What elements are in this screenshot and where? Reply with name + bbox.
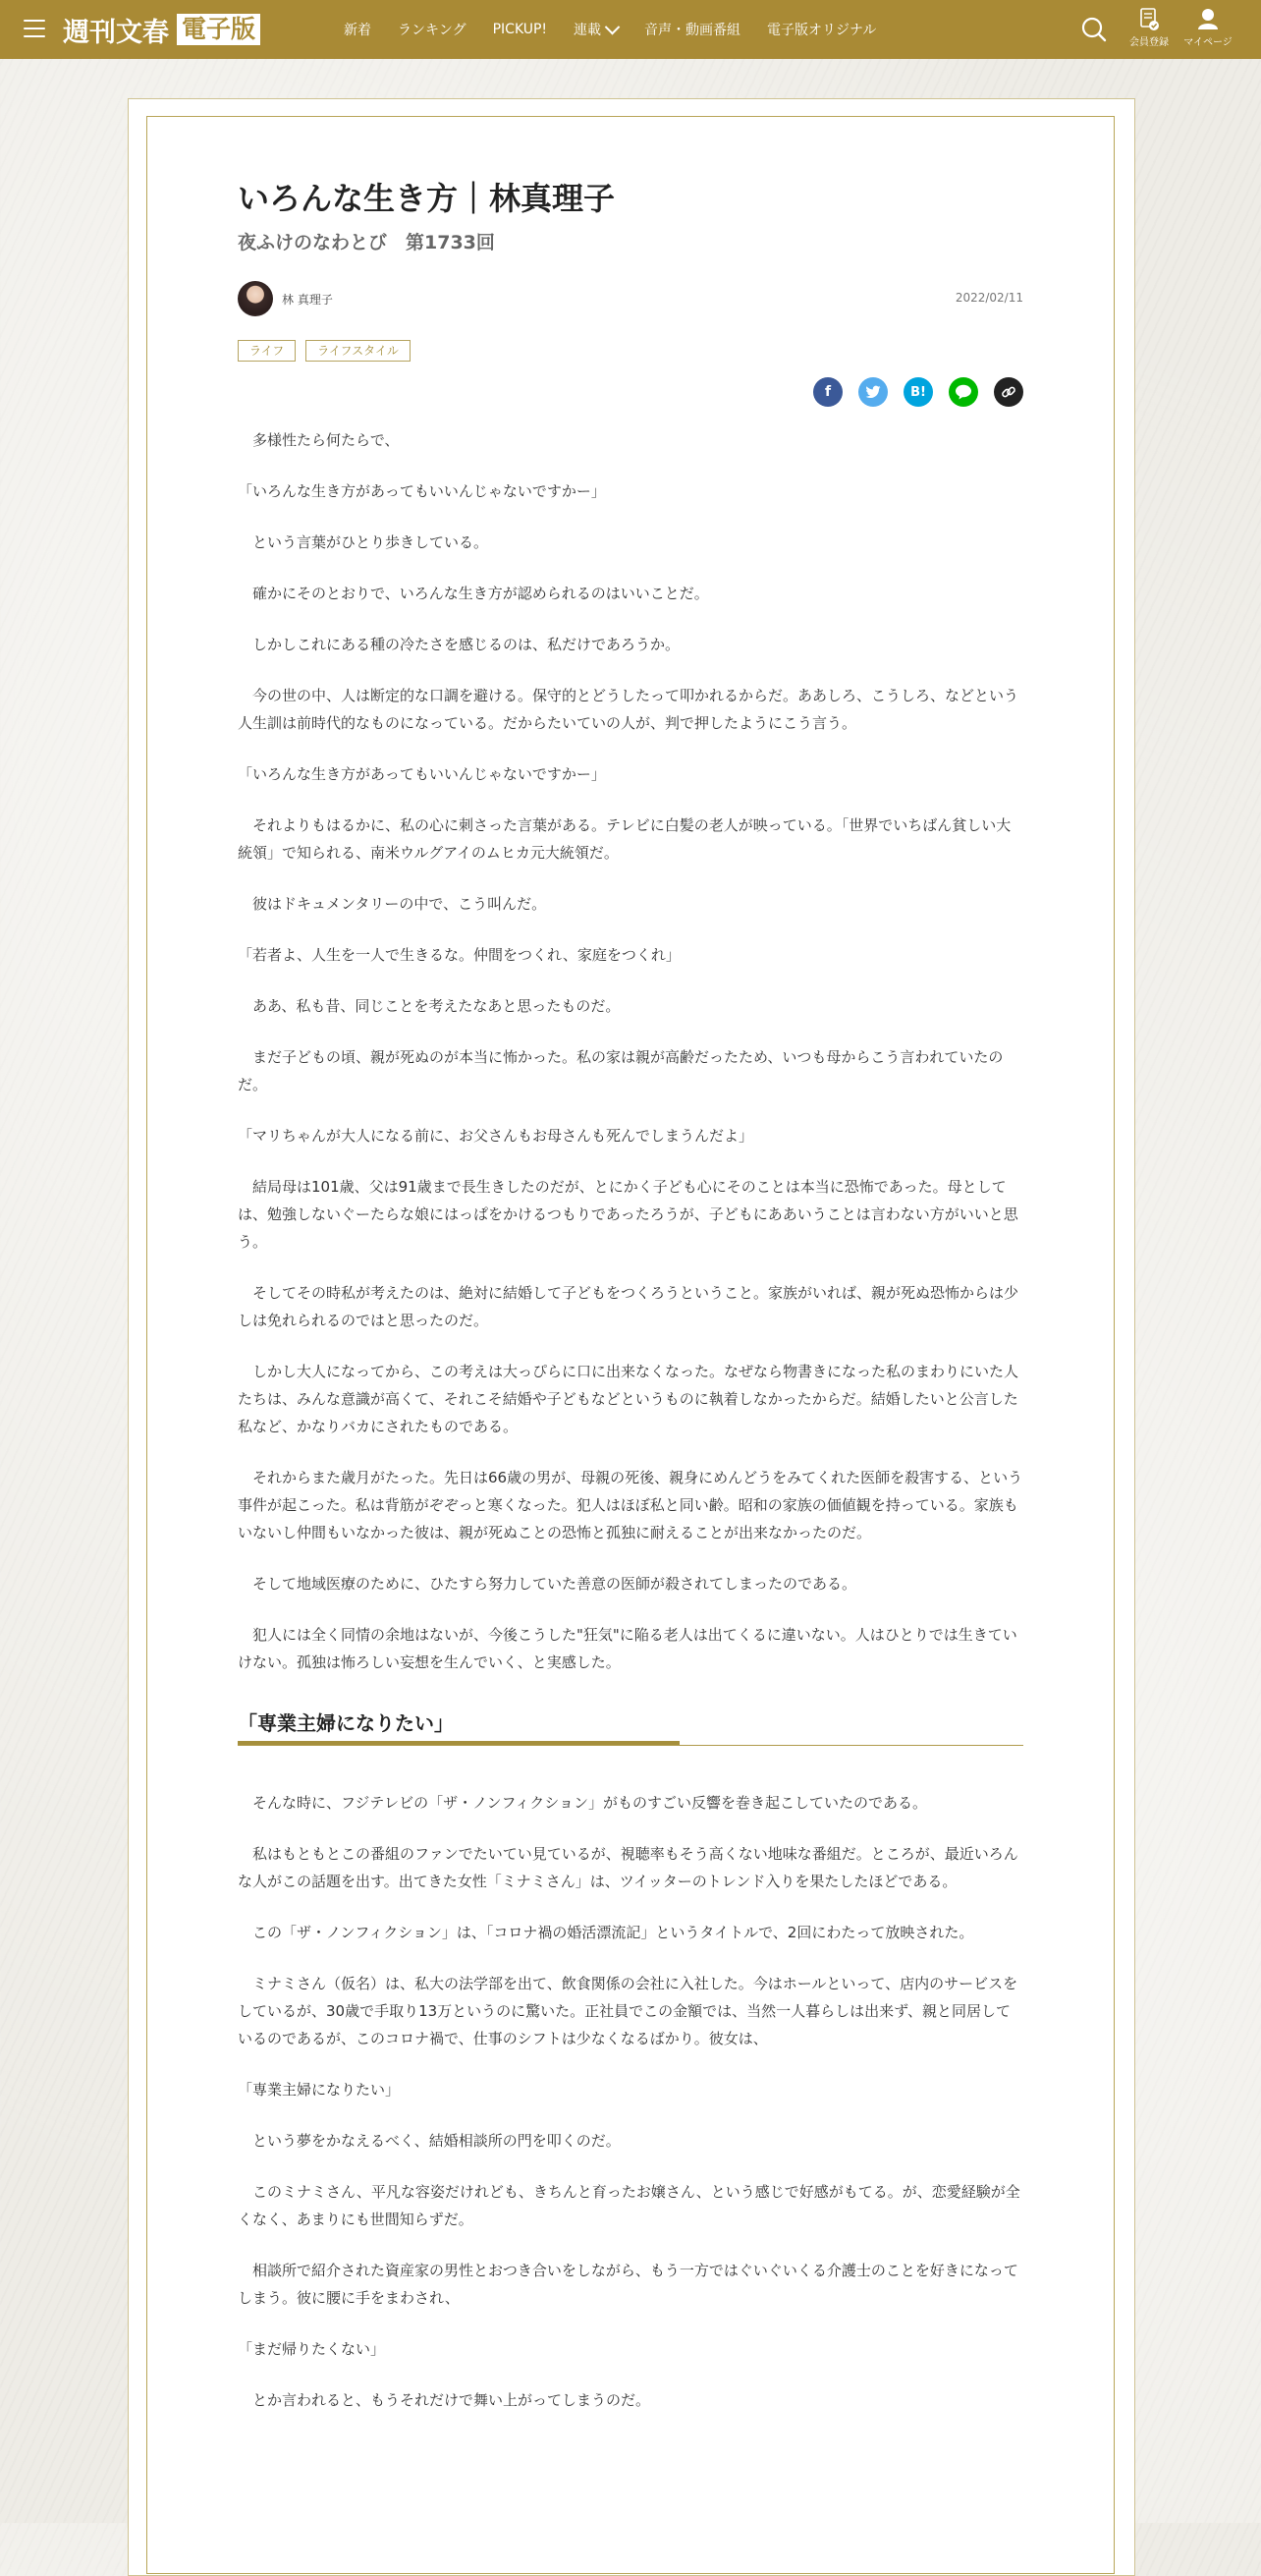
paragraph: という言葉がひとり歩きしている。 bbox=[252, 533, 489, 551]
logo-text: 週刊文春 bbox=[63, 17, 169, 48]
article-subtitle: 夜ふけのなわとび 第1733回 bbox=[238, 232, 495, 253]
nav-item-new[interactable]: 新着 bbox=[344, 23, 371, 38]
paragraph: 今の世の中、人は断定的な口調を避ける。保守的とどうしたって叩かれるからだ。ああしろ、こうしろ、などという人生訓は前時代的なものになっている。だからたいていの人が、判で押したようにこう言う。 bbox=[238, 687, 1019, 732]
search-icon[interactable] bbox=[1080, 16, 1108, 43]
paragraph: 「いろんな生き方があってもいいんじゃないですかー」 bbox=[238, 765, 606, 783]
paragraph: 相談所で紹介された資産家の男性とおつき合いをしながら、もう一方ではぐいぐいくる介護士のことを好きになってしまう。彼に腰に手をまわされ、 bbox=[238, 2262, 1018, 2307]
paragraph: 結局母は101歳、父は91歳まで長生きしたのだが、とにかく子ども心にそのことは本当に恐怖であった。母としては、勉強しないぐーたらな娘にはっぱをかけるつもりであったろうが、子どもにああいうことは言わない方がいいと思う。 bbox=[238, 1178, 1018, 1251]
line-share-button[interactable] bbox=[949, 377, 978, 407]
line-icon bbox=[955, 384, 972, 400]
paragraph: このミナミさん、平凡な容姿だけれども、きちんと育ったお嬢さん、という感じで好感がもてる。が、恋愛経験が全くなく、あまりにも世間知らずだ。 bbox=[238, 2183, 1020, 2228]
paragraph: 「まだ帰りたくない」 bbox=[238, 2340, 386, 2358]
site-header bbox=[0, 0, 1261, 59]
tag-lifestyle[interactable]: ライフスタイル bbox=[305, 340, 411, 362]
chevron-down-icon bbox=[605, 19, 621, 34]
member-register-button[interactable] bbox=[1120, 8, 1179, 48]
article-meta bbox=[238, 279, 1023, 318]
nav-item-pickup[interactable]: PICKUP! bbox=[492, 22, 548, 37]
nav-item-digital-original[interactable]: 電子版オリジナル bbox=[767, 23, 877, 38]
user-icon bbox=[1197, 8, 1219, 31]
paragraph: 彼はドキュメンタリーの中で、こう叫んだ。 bbox=[252, 895, 547, 913]
article-title: いろんな生き方｜林真理子 bbox=[238, 180, 616, 217]
article-content bbox=[238, 177, 1023, 2437]
copy-link-button[interactable] bbox=[994, 377, 1023, 407]
menu-icon[interactable] bbox=[24, 20, 45, 37]
my-page-label: マイページ bbox=[1183, 37, 1233, 48]
facebook-share-button[interactable] bbox=[813, 377, 843, 407]
nav-item-audio-video[interactable]: 音声・動画番組 bbox=[644, 23, 741, 38]
author-name[interactable]: 林 真理子 bbox=[282, 293, 333, 307]
paragraph: そしてその時私が考えたのは、絶対に結婚して子どもをつくろうということ。家族がいれば、親が死ぬ恐怖からは少しは免れられるのではと思ったのだ。 bbox=[238, 1284, 1019, 1329]
nav-item-series[interactable] bbox=[574, 20, 618, 39]
facebook-icon: f bbox=[824, 384, 832, 400]
link-icon bbox=[1001, 384, 1016, 400]
paragraph: 多様性たら何たらで、 bbox=[252, 431, 400, 449]
site-logo[interactable] bbox=[63, 13, 260, 46]
paragraph: そんな時に、フジテレビの「ザ・ノンフィクション」がものすごい反響を巻き起こしていたのである。 bbox=[252, 1794, 928, 1812]
tag-list bbox=[238, 340, 1023, 362]
article-body bbox=[238, 426, 1023, 2414]
paragraph: それからまた歳月がたった。先日は66歳の男が、母親の死後、親身にめんどうをみてくれた医師を殺害する、という事件が起こった。私は背筋がぞぞっと寒くなった。犯人はほぼ私と同い齢。昭和の家族の価値観を持っている。家族もいないし仲間もいなかった彼は、親が死ぬことの恐怖と孤独に耐えることが出来なかったのだ。 bbox=[238, 1469, 1023, 1541]
publish-date: 2022/02/11 bbox=[955, 291, 1023, 305]
paragraph: 確かにそのとおりで、いろんな生き方が認められるのはいいことだ。 bbox=[252, 585, 709, 602]
paragraph: 「いろんな生き方があってもいいんじゃないですかー」 bbox=[238, 482, 606, 500]
hatena-icon: B! bbox=[910, 384, 926, 400]
hatena-bookmark-button[interactable] bbox=[904, 377, 933, 407]
paragraph: 私はもともとこの番組のファンでたいてい見ているが、視聴率もそう高くない地味な番組だ。ところが、最近いろんな人がこの話題を出す。出てきた女性「ミナミさん」は、ツイッターのトレンド入りを果たしたほどである。 bbox=[238, 1845, 1018, 1890]
nav-item-ranking[interactable]: ランキング bbox=[398, 23, 466, 38]
my-page-button[interactable] bbox=[1179, 8, 1237, 48]
paragraph: しかし大人になってから、この考えは大っぴらに口に出来なくなった。なぜなら物書きになった私のまわりにいた人たちは、みんな意識が高くて、それこそ結婚や子どもなどというものに執着しなかったからだ。結婚したいと公言した私など、かなりバカにされたものである。 bbox=[238, 1363, 1019, 1435]
paragraph: そして地域医療のために、ひたすら努力していた善意の医師が殺されてしまったのである。 bbox=[252, 1575, 857, 1593]
register-icon bbox=[1138, 8, 1160, 31]
paragraph: 「マリちゃんが大人になる前に、お父さんもお母さんも死んでしまうんだよ」 bbox=[238, 1127, 754, 1145]
paragraph: とか言われると、もうそれだけで舞い上がってしまうのだ。 bbox=[252, 2391, 651, 2409]
twitter-icon bbox=[865, 385, 881, 399]
paragraph: 「専業主婦になりたい」 bbox=[238, 2081, 401, 2099]
nav-item-series-label: 連載 bbox=[574, 23, 602, 38]
paragraph: この「ザ・ノンフィクション」は、「コロナ禍の婚活漂流記」というタイトルで、2回にわたって放映された。 bbox=[252, 1924, 974, 1941]
paragraph: 犯人には全く同情の余地はないが、今後こうした"狂気"に陥る老人は出てくるに違いない。人はひとりでは生きていけない。孤独は怖ろしい妄想を生んでいく、と実感した。 bbox=[238, 1626, 1017, 1671]
member-register-label: 会員登録 bbox=[1129, 37, 1169, 48]
share-buttons bbox=[238, 377, 1023, 409]
paragraph: 「若者よ、人生を一人で生きるな。仲間をつくれ、家庭をつくれ」 bbox=[238, 946, 681, 964]
author-avatar[interactable] bbox=[238, 281, 273, 316]
paragraph: まだ子どもの頃、親が死ぬのが本当に怖かった。私の家は親が高齢だったため、いつも母からこう言われていたのだ。 bbox=[238, 1048, 1004, 1093]
paragraph: しかしこれにある種の冷たさを感じるのは、私だけであろうか。 bbox=[252, 636, 681, 653]
main-nav bbox=[344, 0, 903, 59]
paragraph: ああ、私も昔、同じことを考えたなあと思ったものだ。 bbox=[252, 997, 621, 1015]
section-heading: 「専業主婦になりたい」 bbox=[238, 1708, 1023, 1742]
tag-life[interactable]: ライフ bbox=[238, 340, 296, 362]
paragraph: それよりもはるかに、私の心に刺さった言葉がある。テレビに白髪の老人が映っている。「世界でいちばん貧しい大統領」で知られる、南米ウルグアイのムヒカ元大統領だ。 bbox=[238, 816, 1012, 862]
twitter-share-button[interactable] bbox=[858, 377, 888, 407]
paragraph: ミナミさん（仮名）は、私大の法学部を出て、飲食関係の会社に入社した。今はホールといって、店内のサービスをしているが、30歳で手取り13万というのに驚いた。正社員でこの金額では、当然一人暮らしは出来ず、親と同居しているのであるが、このコロナ禍で、仕事のシフトは少なくなるばかり。彼女は、 bbox=[238, 1975, 1018, 2047]
paragraph: という夢をかなえるべく、結婚相談所の門を叩くのだ。 bbox=[252, 2132, 621, 2150]
logo-badge: 電子版 bbox=[177, 14, 260, 45]
